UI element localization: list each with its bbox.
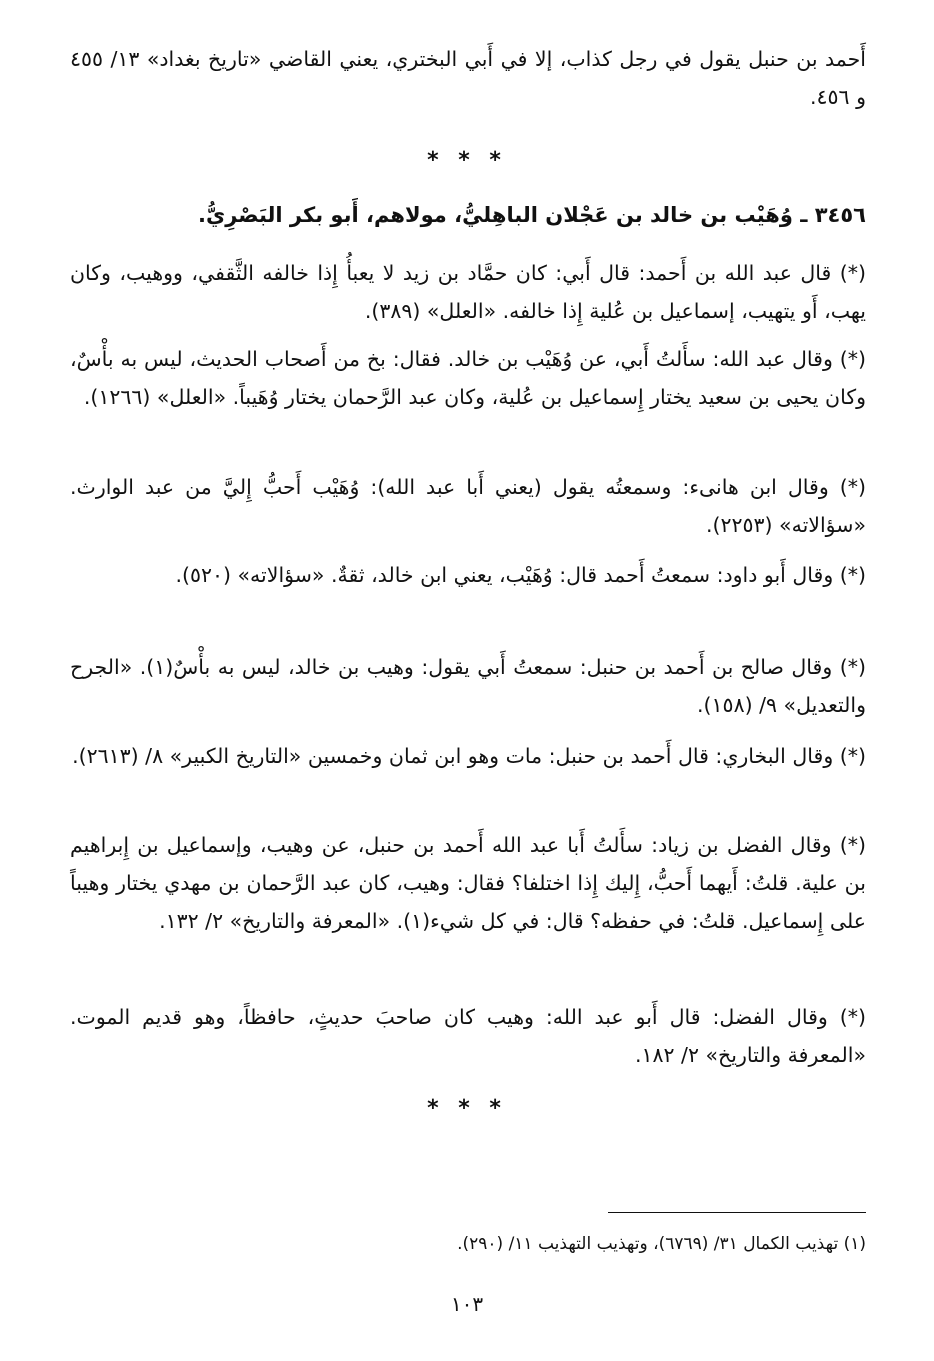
- entry-paragraph: (*) قال عبد الله بن أَحمد: قال أَبي: كان حمَّاد بن زيد لا يعبأُ إِذا خالفه الثَّقفي، ووهيب، وكان يهب، أَو يتهيب، إسماعيل بن عُلية إِذا خالفه. «العلل» (٣٨٩).: [70, 261, 866, 323]
- footnote: (١) تهذيب الكمال ٣١/ (٦٧٦٩)، وتهذيب التهذيب ١١/ (٢٩٠).: [457, 1234, 866, 1254]
- entry-paragraph: (*) وقال أَبو داود: سمعتُ أَحمد قال: وُهَيْب، يعني ابن خالد، ثقةٌ. «سؤالاته» (٥٢٠).: [175, 563, 866, 587]
- entry-paragraph: (*) وقال ابن هانىء: وسمعتُه يقول (يعني أَبا عبد الله): وُهَيْب أَحبُّ إِليَّ من عبد الوارث. «سؤالاته» (٢٢٥٣).: [70, 475, 866, 537]
- section-separator: * * *: [427, 1096, 507, 1121]
- section-separator: * * *: [427, 148, 507, 173]
- previous-entry-text: أَحمد بن حنبل يقول في رجل كذاب، إلا في أَبي البختري، يعني القاضي «تاريخ بغداد» ١٣/ ٤٥٥ و ٤٥٦.: [70, 47, 866, 109]
- footnote-divider: [608, 1212, 866, 1213]
- page-number: ١٠٣: [450, 1292, 484, 1316]
- entry-paragraph: (*) وقال الفضل بن زياد: سأَلتُ أَبا عبد الله أَحمد بن حنبل، عن وهيب، وإسماعيل بن إِبراهيم بن علية. قلتُ: أَيهما أَحبُّ، إِليك إِذا اختلفا؟ فقال: وهيب، كان عبد الرَّحمان بن مهدي يختار وهيباً على إِسماعيل. قلتُ: في حفظه؟ قال: في كل شيء(١). «المعرفة والتاريخ» ٢/ ١٣٢.: [70, 833, 866, 933]
- entry-heading: ٣٤٥٦ ـ وُهَيْب بن خالد بن عَجْلان الباهِليُّ، مولاهم، أَبو بكر البَصْرِيُّ.: [197, 203, 866, 227]
- entry-paragraph: (*) وقال البخاري: قال أَحمد بن حنبل: مات وهو ابن ثمان وخمسين «التاريخ الكبير» ٨/ (٢٦١٣).: [72, 744, 866, 768]
- entry-paragraph: (*) وقال صالح بن أَحمد بن حنبل: سمعتُ أَبي يقول: وهيب بن خالد، ليس به بأْسٌ(١). «الجرح والتعديل» ٩/ (١٥٨).: [70, 655, 866, 717]
- entry-paragraph: (*) وقال الفضل: قال أَبو عبد الله: وهيب كان صاحبَ حديثٍ، حافظاً، وهو قديم الموت. «المعرفة والتاريخ» ٢/ ١٨٢.: [70, 1005, 866, 1067]
- entry-paragraph: (*) وقال عبد الله: سأَلتُ أَبي، عن وُهَيْب بن خالد. فقال: بخ من أَصحاب الحديث، ليس به بأْسٌ، وكان يحيى بن سعيد يختار إِسماعيل بن عُلية، وكان عبد الرَّحمان يختار وُهَيباً. «العلل» (١٢٦٦).: [70, 347, 866, 409]
